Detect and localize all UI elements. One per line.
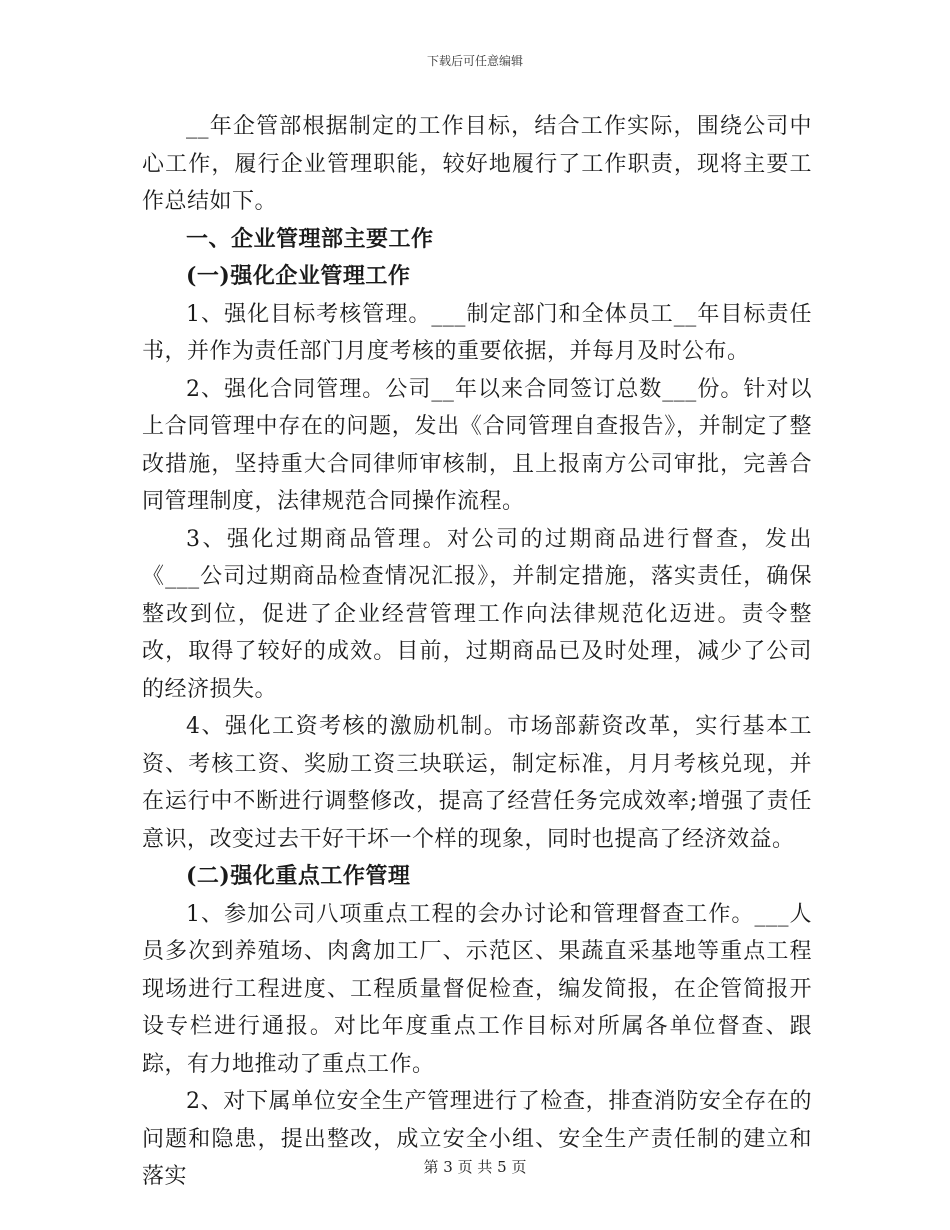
- paragraph-item-5: 1、参加公司八项重点工程的会办讨论和管理督查工作。___人员多次到养殖场、肉禽加工厂、示范区、果蔬直采基地等重点工程现场进行工程进度、工程质量督促检查，编发简报，在企管简报开设专栏进行通报。对比年度重点工作目标对所属各单位督查、跟踪，有力地推动了重点工作。: [142, 901, 812, 1077]
- intro-paragraph: __年企管部根据制定的工作目标，结合工作实际，围绕公司中心工作，履行企业管理职能，较好地履行了工作职责，现将主要工作总结如下。: [142, 114, 812, 214]
- document-body: [142, 108, 812, 1196]
- paragraph-item-1: 1、强化目标考核管理。___制定部门和全体员工__年目标责任书，并作为责任部门月度考核的重要依据，并每月及时公布。: [142, 301, 812, 364]
- page-number: 第 3 页 共 5 页: [423, 1158, 527, 1176]
- subsection-heading: (一)强化企业管理工作: [186, 263, 411, 289]
- paragraph-item-2: 2、强化合同管理。公司__年以来合同签订总数___份。针对以上合同管理中存在的问题，发出《合同管理自查报告》，并制定了整改措施，坚持重大合同律师审核制，且上报南方公司审批，完善合同管理制度，法律规范合同操作流程。: [142, 376, 812, 514]
- paragraph-item-4: 4、强化工资考核的激励机制。市场部薪资改革，实行基本工资、考核工资、奖励工资三块联运，制定标准，月月考核兑现，并在运行中不断进行调整修改，提高了经营任务完成效率;增强了责任意识，改变过去干好干坏一个样的现象，同时也提高了经济效益。: [142, 714, 812, 852]
- page-header: 下载后可任意编辑: [426, 54, 523, 68]
- paragraph-item-6: 2、对下属单位安全生产管理进行了检查，排查消防安全存在的问题和隐患，提出整改，成立安全小组、安全生产责任制的建立和落实: [142, 1089, 812, 1189]
- subsection-heading: (二)强化重点工作管理: [186, 863, 411, 889]
- section-heading: 一、企业管理部主要工作: [186, 225, 434, 252]
- paragraph-item-3: 3、强化过期商品管理。对公司的过期商品进行督查，发出《___公司过期商品检查情况汇报》，并制定措施，落实责任，确保整改到位，促进了企业经营管理工作向法律规范化迈进。责令整改，取得了较好的成效。目前，过期商品已及时处理，减少了公司的经济损失。: [142, 526, 812, 702]
